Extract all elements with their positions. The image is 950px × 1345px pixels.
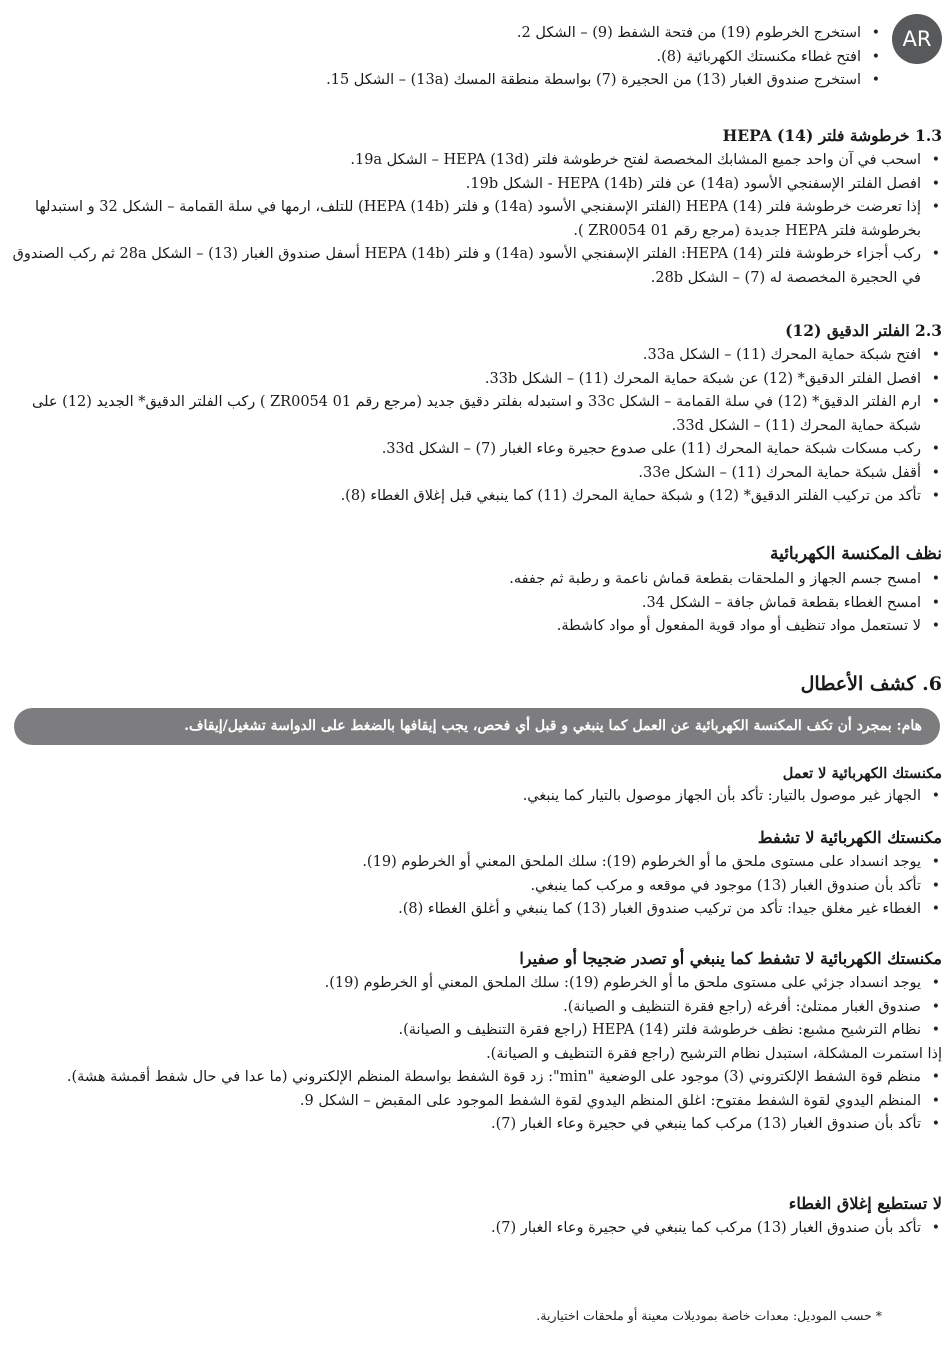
list-item: • استخرج الخرطوم (19) من فتحة الشفط (9) – الشكل 2. — [8, 22, 882, 46]
lid-list — [8, 1217, 942, 1241]
weak-suction-section — [8, 946, 942, 1137]
no-suction-list — [8, 851, 942, 922]
list-item: • الجهاز غير موصول بالتيار: تأكد بأن الجهاز موصول بالتيار كما ينبغي. — [8, 785, 942, 809]
list-item: • صندوق الغبار ممتلئ: أفرغه (راجع فقرة التنظيف و الصيانة). — [8, 996, 942, 1020]
list-item: • تأكد بأن صندوق الغبار (13) مركب كما ينبغي في حجيرة وعاء الغبار (7). — [8, 1217, 942, 1241]
list-item: • الغطاء غير مغلق جيدا: تأكد من تركيب صندوق الغبار (13) كما ينبغي و أغلق الغطاء (8). — [8, 898, 942, 922]
lid-section — [8, 1191, 942, 1241]
no-suction-section — [8, 825, 942, 922]
hepa-section — [8, 123, 942, 290]
list-item: • تأكد بأن صندوق الغبار (13) موجود في موقعه و مركب كما ينبغي. — [8, 875, 942, 899]
list-item: • المنظم اليدوي لقوة الشفط مفتوح: اغلق المنظم اليدوي لقوة الشفط الموجود على المقبض – الشكل 9. — [8, 1090, 942, 1114]
list-item: • لا تستعمل مواد تنظيف أو مواد قوية المفعول أو مواد كاشطة. — [8, 615, 942, 639]
list-item: • ارم الفلتر الدقيق* (12) في سلة القمامة – الشكل 33c و استبدله بفلتر دقيق جديد (مرجع رقم ZR0054 01 ) ركب الفلتر الدقيق* الجديد (12) على شبكة حماية المحرك (11) – الشكل 33d. — [8, 391, 942, 438]
footnote: * حسب الموديل: معدات خاصة بموديلات معينة أو ملحقات اختيارية. — [536, 1308, 882, 1323]
list-item: • نظام الترشيح مشبع: نظف خرطوشة فلتر HEPA (14) (راجع فقرة التنظيف و الصيانة). — [8, 1019, 942, 1043]
list-item: • افصل الفلتر الدقيق* (12) عن شبكة حماية المحرك (11) – الشكل 33b. — [8, 368, 942, 392]
list-item: • ركب مسكات شبكة حماية المحرك (11) على صدوع حجيرة وعاء الغبار (7) – الشكل 33d. — [8, 438, 942, 462]
list-item: • أقفل شبكة حماية المحرك (11) – الشكل 33e. — [8, 462, 942, 486]
list-item: • امسح الغطاء بقطعة قماش جافة – الشكل 34. — [8, 592, 942, 616]
section-heading: 2.3 الفلتر الدقيق (12) — [785, 321, 942, 340]
section-heading: نظف المكنسة الكهربائية — [769, 544, 942, 564]
list-item: • إذا تعرضت خرطوشة فلتر HEPA (14) (الفلتر الإسفنجي الأسود (14a) و فلتر HEPA (14b)) للتلف، ارمها في سلة القمامة – الشكل 32 و استبدلها بخرطوشة فلتر HEPA جديدة (مرجع رقم ZR0054 01 ). — [8, 196, 942, 243]
list-item: • افصل الفلتر الإسفنجي الأسود (14a) عن فلتر HEPA (14b) - الشكل 19b. — [8, 173, 942, 197]
list-item: • منظم قوة الشفط الإلكتروني (3) موجود على الوضعية "min": زد قوة الشفط بواسطة المنظم الإلكتروني (ما عدا في حال شفط أقمشة هشة). — [8, 1066, 942, 1090]
fine-filter-list — [8, 344, 942, 509]
not-working-list — [8, 785, 942, 809]
list-item: • يوجد انسداد على مستوى ملحق ما أو الخرطوم (19): سلك الملحق المعني أو الخرطوم (19). — [8, 851, 942, 875]
section-heading: لا تستطيع إغلاق الغطاء — [788, 1194, 942, 1213]
section-heading: مكنستك الكهربائية لا تشفط — [757, 828, 942, 847]
list-item: • اسحب في آن واحد جميع المشابك المخصصة لفتح خرطوشة فلتر HEPA (13d) – الشكل 19a. — [8, 149, 942, 173]
section-heading: مكنستك الكهربائية لا تعمل — [782, 765, 942, 782]
list-item: • يوجد انسداد جزئي على مستوى ملحق ما أو الخرطوم (19): سلك الملحق المعني أو الخرطوم (19). — [8, 972, 942, 996]
section-heading: مكنستك الكهربائية لا تشفط كما ينبغي أو تصدر ضجيجا أو صفيرا — [519, 949, 942, 968]
note-text: إذا استمرت المشكلة، استبدل نظام الترشيح (راجع فقرة التنظيف و الصيانة). — [486, 1045, 942, 1062]
intro-list — [8, 22, 882, 93]
clean-section — [8, 540, 942, 639]
fine-filter-section — [8, 318, 942, 509]
list-item: • تأكد من تركيب الفلتر الدقيق* (12) و شبكة حماية المحرك (11) كما ينبغي قبل إغلاق الغطاء (8). — [8, 485, 942, 509]
list-item: • ركب أجزاء خرطوشة فلتر HEPA (14): الفلتر الإسفنجي الأسود (14a) و فلتر HEPA (14b) أسفل صندوق الغبار (13) – الشكل 28a ثم ركب الصندوق في الحجيرة المخصصة له (7) – الشكل 28b. — [8, 243, 942, 290]
weak-suction-list-b — [8, 1066, 942, 1137]
list-item: • افتح غطاء مكنستك الكهربائية (8). — [8, 46, 882, 70]
clean-list — [8, 568, 942, 639]
list-item: • افتح شبكة حماية المحرك (11) – الشكل 33a. — [8, 344, 942, 368]
list-item: • تأكد بأن صندوق الغبار (13) مركب كما ينبغي في حجيرة وعاء الغبار (7). — [8, 1113, 942, 1137]
hepa-list — [8, 149, 942, 290]
intro-section — [8, 22, 882, 93]
not-working-section — [8, 763, 942, 809]
important-banner: هام: بمجرد أن تكف المكنسة الكهربائية عن العمل كما ينبغي و قبل أي فحص، يجب إيقافها بالضغط على الدواسة تشغيل/إيقاف. — [14, 708, 940, 745]
language-badge: AR — [892, 14, 942, 64]
list-item: • امسح جسم الجهاز و الملحقات بقطعة قماش ناعمة و رطبة ثم جففه. — [8, 568, 942, 592]
troubleshoot-section — [8, 670, 942, 698]
section-heading: 1.3 خرطوشة فلتر HEPA (14) — [722, 126, 942, 145]
chapter-heading: 6. كشف الأعطال — [800, 673, 942, 695]
weak-suction-list-a — [8, 972, 942, 1043]
list-item: • استخرج صندوق الغبار (13) من الحجيرة (7) بواسطة منطقة المسك (13a) – الشكل 15. — [8, 69, 882, 93]
